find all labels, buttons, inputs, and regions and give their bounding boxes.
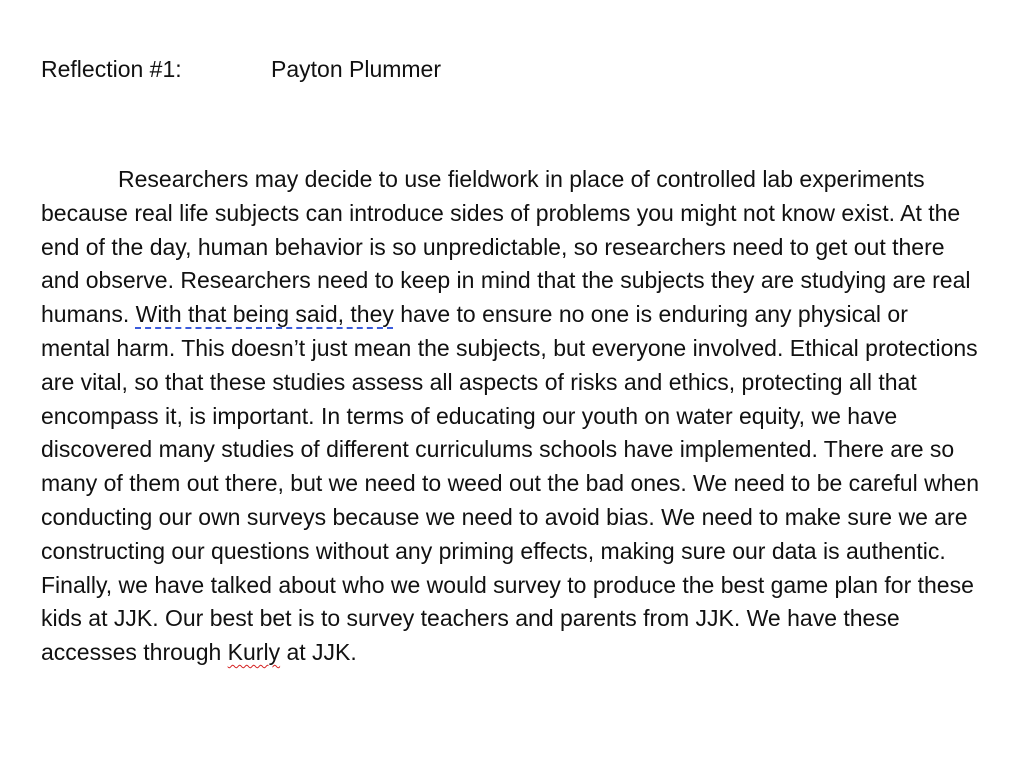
- grammar-suggestion-underline[interactable]: With that being said, they: [135, 301, 394, 328]
- document-body: [41, 163, 981, 670]
- paragraph-text-part2: have to ensure no one is enduring any physical or mental harm. This doesn’t just mean the subjects, but everyone involved. Ethical protections are vital, so that these studies assess all aspects of risks and ethics, protecting all that encompass it, is important. In terms of educating our youth on water equity, we have discovered many studies of different curriculums schools have implemented. There are so many of them out there, but we need to weed out the bad ones. We need to be careful when conducting our own surveys because we need to avoid bias. We need to make sure we are constructing our questions without any priming effects, making sure our data is authentic. Finally, we have talked about who we would survey to produce the best game plan for these kids at JJK. Our best bet is to survey teachers and parents from JJK. We have these accesses through: [41, 301, 980, 666]
- document-header: [41, 55, 441, 83]
- paragraph-text-part1: Researchers may decide to use fieldwork in place of controlled lab experiments because real life subjects can introduce sides of problems you might not know exist. At the end of the day, human behavior is so unpredictable, so researchers need to get out there and observe. Researchers need to keep in mind that the subjects they are studying are real humans.: [41, 166, 971, 328]
- reflection-label: Reflection #1:: [41, 56, 182, 82]
- spelling-error-underline[interactable]: Kurly: [227, 639, 281, 666]
- reflection-paragraph: [41, 163, 981, 670]
- paragraph-text-part3: at JJK.: [286, 639, 357, 666]
- author-name: Payton Plummer: [271, 56, 442, 82]
